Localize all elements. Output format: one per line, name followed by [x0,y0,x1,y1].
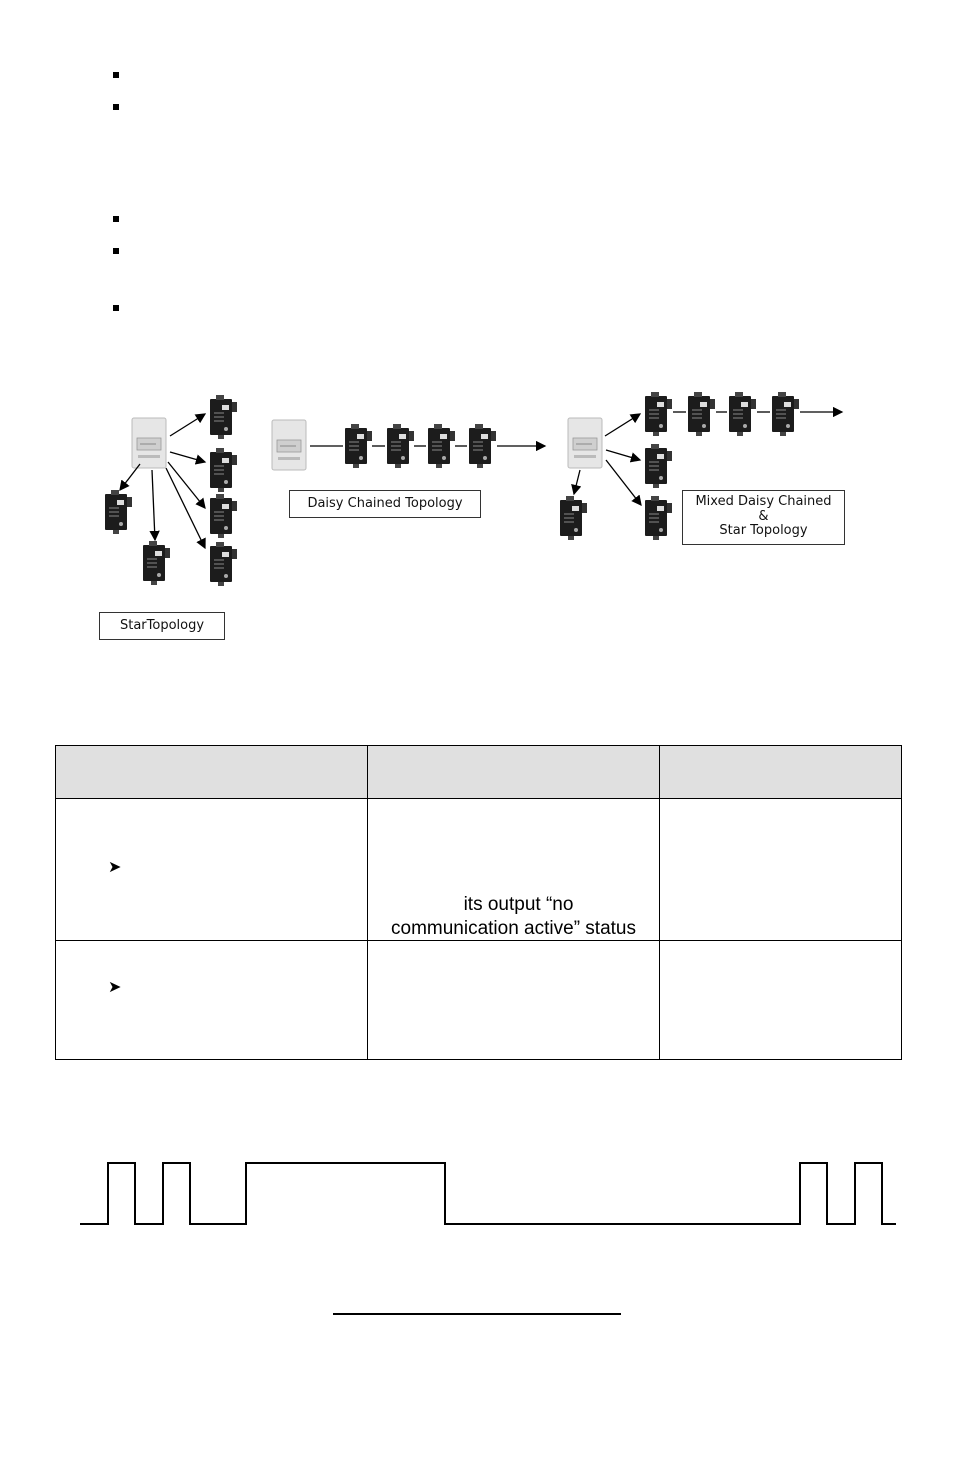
table-row [56,799,902,941]
device [688,392,715,436]
status-line-1: its output “no [463,894,574,915]
status-line-2: communication active” status [391,918,636,939]
mixed-topology-label [682,490,845,545]
underline-rule [333,1313,621,1315]
daisy-chained-label-text: Daisy Chained Topology [307,496,463,511]
thermostat-daisy [272,420,306,470]
table-header-cell [660,746,902,799]
table-row [56,941,902,1060]
bullet-marker [113,72,119,78]
device [772,392,799,436]
device [210,395,237,439]
topology-diagram [0,380,954,650]
device [469,424,496,468]
table-header-cell [368,746,660,799]
waveform-svg [0,1140,954,1250]
device [645,496,672,540]
thermostat-star [132,418,166,468]
table-cell [56,941,368,1060]
device [105,490,132,534]
star-topology-label-text: StarTopology [119,618,205,633]
table-cell [660,941,902,1060]
bullet-marker [113,104,119,110]
device [729,392,756,436]
device [645,444,672,488]
table-header-cell [56,746,368,799]
table-cell [56,799,368,941]
device [428,424,455,468]
mixed-label-line2: & [758,509,769,524]
arrowhead-bullet-icon: ➤ [108,859,122,876]
device [645,392,672,436]
device [210,494,237,538]
bullet-marker [113,248,119,254]
star-topology-label [99,612,225,640]
arrowhead-bullet-icon: ➤ [108,979,122,996]
bullet-marker [113,216,119,222]
bullet-marker [113,305,119,311]
table-cell [368,799,660,941]
table-cell [368,941,660,1060]
device [210,448,237,492]
table-cell [660,799,902,941]
signal-waveform [0,1140,954,1250]
device [143,541,170,585]
mixed-label-line1: Mixed Daisy Chained [695,494,832,509]
mixed-label-line3: Star Topology [719,523,808,538]
thermostat-mixed [568,418,602,468]
device [560,496,587,540]
table-header-row [56,746,902,799]
status-table [55,745,902,1060]
device [210,542,237,586]
device [345,424,372,468]
daisy-chained-label [289,490,481,518]
device [387,424,414,468]
